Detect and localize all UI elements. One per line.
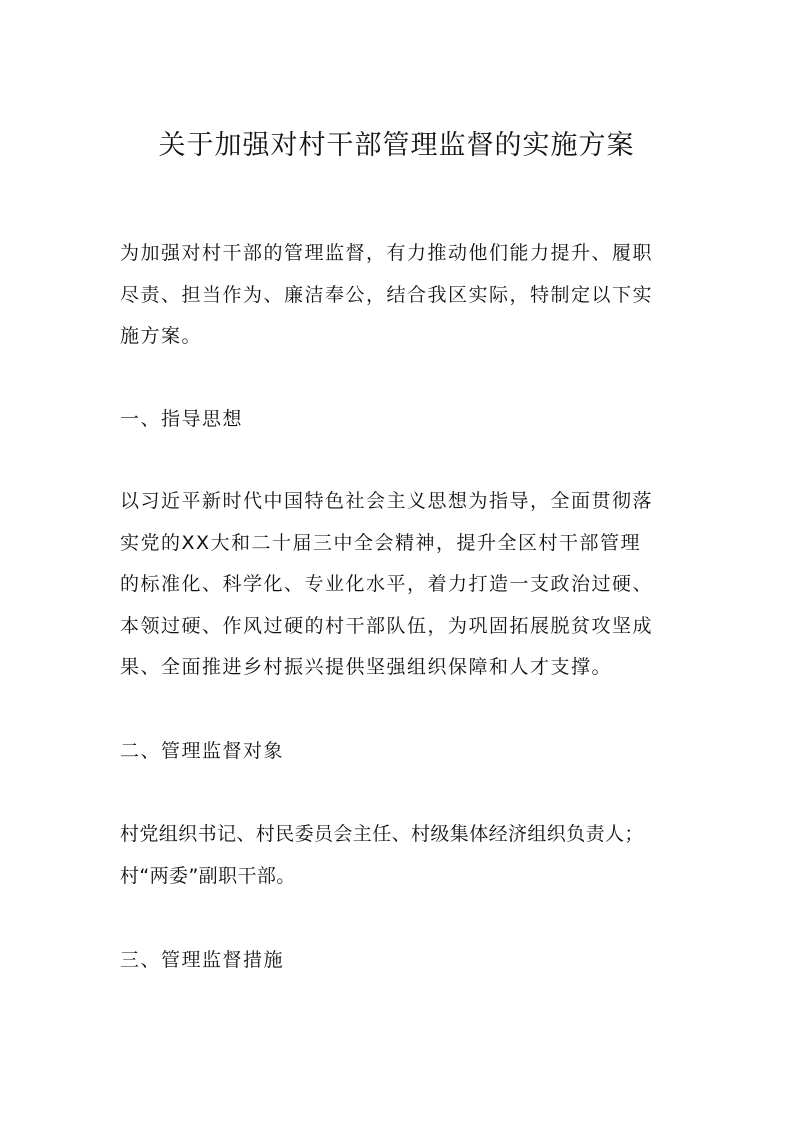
section-heading-supervision-measures: 三、管理监督措施 [120,949,285,971]
section-heading-guiding-ideology: 一、指导思想 [120,408,244,430]
guiding-ideology-paragraph [120,481,680,689]
paragraph-line: 本领过硬、作风过硬的村干部队伍，为巩固拓展脱贫攻坚成 [120,614,654,637]
paragraph-line: 村党组织书记、村民委员会主任、村级集体经济组织负责人； [120,823,644,845]
intro-line: 尽责、担当作为、廉洁奉公，结合我区实际，特制定以下实 [120,283,654,306]
intro-line: 为加强对村干部的管理监督，有力推动他们能力提升、履职 [120,242,654,264]
paragraph-line: 实党的XX大和二十届三中全会精神，提升全区村干部管理 [120,531,642,554]
paragraph-line: 以习近平新时代中国特色社会主义思想为指导，全面贯彻落 [120,490,654,512]
document-title: 关于加强对村干部管理监督的实施方案 [158,130,635,161]
intro-line: 施方案。 [120,325,203,347]
supervision-targets-paragraph [120,814,680,897]
section-heading-supervision-targets: 二、管理监督对象 [120,740,285,762]
paragraph-line: 村“两委”副职干部。 [120,864,296,887]
paragraph-line: 的标准化、科学化、专业化水平，着力打造一支政治过硬、 [120,573,654,595]
intro-paragraph [120,233,680,358]
paragraph-line: 果、全面推进乡村振兴提供坚强组织保障和人才支撑。 [120,656,613,678]
